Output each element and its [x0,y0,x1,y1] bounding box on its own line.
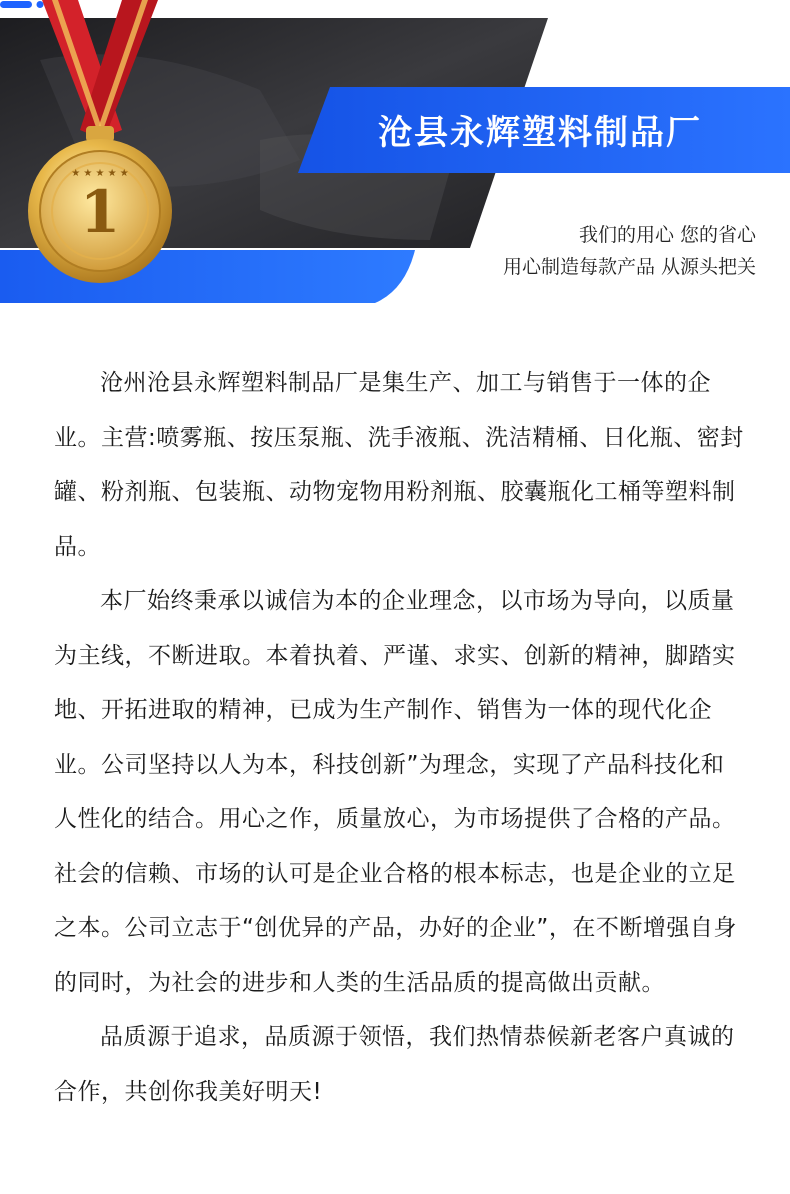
svg-text:★ ★ ★ ★ ★: ★ ★ ★ ★ ★ [71,168,129,179]
decor-dots-icon [0,0,46,10]
gold-medal-icon [0,0,200,300]
company-introduction [54,356,744,1119]
intro-paragraph-3: 品质源于追求，品质源于领悟，我们热情恭候新老客户真诚的合作，共创你我美好明天! [54,1024,735,1105]
company-name-title: 沧县永辉塑料制品厂 [378,113,702,153]
svg-text:1: 1 [79,178,121,246]
slogan-line-1: 我们的用心 您的省心 [578,224,756,246]
intro-paragraph-1: 沧州沧县永辉塑料制品厂是集生产、加工与销售于一体的企业。主营:喷雾瓶、按压泵瓶、洗手液瓶、洗洁精桶、日化瓶、密封罐、粉剂瓶、包装瓶、动物宠物用粉剂瓶、胶囊瓶化工桶等塑料制品。 [54,370,744,560]
header-banner [0,0,790,318]
slogan-line-2: 用心制造每款产品 从源头把关 [502,256,756,278]
intro-paragraph-2: 本厂始终秉承以诚信为本的企业理念，以市场为导向，以质量为主线，不断进取。本着执着、严谨、求实、创新的精神，脚踏实地、开拓进取的精神，已成为生产制作、销售为一体的现代化企业。公司坚持以人为本，科技创新”为理念，实现了产品科技化和人性化的结合。用心之作，质量放心，为市场提供了合格的产品。 社会的信赖、市场的认可是企业合格的根本标志，也是企业的立足之本。公司立志于“创优异的产品，办好的企业”，在不断增强自身的同时，为社会的进步和人类的生活品质的提高做出贡献。 [54,588,737,996]
